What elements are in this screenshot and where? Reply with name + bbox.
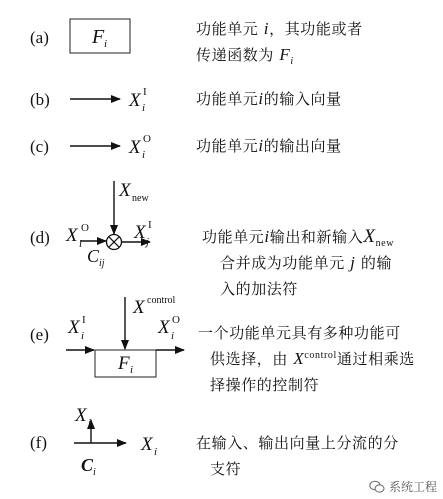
b-desc-pre: 功能单元 xyxy=(196,90,259,108)
d-c: C xyxy=(87,246,100,266)
watermark xyxy=(369,478,437,495)
d-line1-pre: 功能单元 xyxy=(202,228,265,246)
b-symbol: X xyxy=(129,90,141,111)
a-line2-sub: i xyxy=(290,56,294,67)
a-line1-var: i xyxy=(263,19,270,38)
b-sup: I xyxy=(143,86,147,98)
row-a-line-2 xyxy=(196,42,363,68)
box-e-sub: i xyxy=(130,364,134,376)
d-xnew: X xyxy=(119,180,131,201)
d-line1-sub: new xyxy=(375,238,395,249)
row-c-description xyxy=(196,133,342,159)
adder-circle-icon xyxy=(107,235,122,250)
c-desc-pre: 功能单元 xyxy=(196,137,259,155)
row-e-line-2 xyxy=(198,346,415,372)
wechat-icon xyxy=(369,480,385,494)
c-desc-post: 的输出向量 xyxy=(263,137,342,155)
e-line2-post: 通过相乘选 xyxy=(336,350,415,368)
d-line1-sym: X xyxy=(363,226,376,247)
row-f-description xyxy=(196,430,399,482)
row-d-description xyxy=(202,224,394,302)
b-desc-post: 的输入向量 xyxy=(263,90,342,108)
row-f-line-2: 支符 xyxy=(210,460,242,478)
f-xright-sub: i xyxy=(154,446,158,458)
e-line2-pre: 供选择，由 xyxy=(210,350,294,368)
row-f-line-1: 在输入、输出向量上分流的分 xyxy=(196,434,399,452)
row-d-line-3: 入的加法符 xyxy=(220,280,299,298)
f-xright: X xyxy=(141,434,153,455)
row-d-label: (d) xyxy=(30,228,50,247)
e-line2-sup: control xyxy=(304,350,337,361)
d-xright: X xyxy=(134,222,146,243)
d-line2-var: j xyxy=(350,253,356,272)
c-desc-var: i xyxy=(258,136,264,155)
box-e-symbol: F xyxy=(118,353,130,374)
e-line2-sym: X xyxy=(293,349,305,368)
e-xright: X xyxy=(158,317,170,338)
a-line1-pre: 功能单元 xyxy=(196,20,264,38)
d-line1-mid: 输出和新输入 xyxy=(269,228,364,246)
box-a-symbol: F xyxy=(92,26,105,48)
d-line2-pre: 合并成为功能单元 xyxy=(220,254,351,272)
c-sup: O xyxy=(143,133,151,145)
d-xright-sup: I xyxy=(148,219,152,231)
row-d-line-1 xyxy=(202,224,394,250)
row-b-label: (b) xyxy=(30,90,50,109)
row-e-line-1: 一个功能单元具有多种功能可 xyxy=(198,324,401,342)
d-xleft-sup: O xyxy=(81,222,89,234)
d-xnew-sub: new xyxy=(132,193,149,204)
row-a-description xyxy=(196,16,363,68)
f-c-sub: i xyxy=(93,467,96,478)
row-e-label: (e) xyxy=(30,325,49,344)
row-c-label: (c) xyxy=(30,137,49,156)
e-xtop-sup: control xyxy=(147,295,176,306)
b-desc-var: i xyxy=(258,89,264,108)
box-a-sub: i xyxy=(104,38,108,50)
d-xleft-sub: i xyxy=(79,238,83,250)
e-xleft-sub: i xyxy=(81,330,85,342)
d-line1-var: i xyxy=(264,227,270,246)
e-xtop: X xyxy=(133,297,145,318)
e-xleft: X xyxy=(68,317,80,338)
row-d-line-2 xyxy=(202,250,394,276)
c-sub: i xyxy=(142,149,146,161)
a-line1-post: ，其功能或者 xyxy=(269,20,363,38)
row-e-line-3: 择操作的控制符 xyxy=(210,376,320,394)
f-xup-sub: i xyxy=(88,417,92,429)
e-xleft-sup: I xyxy=(82,314,86,326)
e-xright-sup: O xyxy=(172,314,180,326)
row-b-description xyxy=(196,86,342,112)
d-xleft: X xyxy=(66,225,78,246)
f-c: C xyxy=(81,455,94,475)
f-xup: X xyxy=(75,405,87,426)
row-e-description xyxy=(198,320,415,398)
a-line2-var: F xyxy=(279,45,291,64)
d-line2-post: 的输 xyxy=(355,254,393,272)
c-symbol: X xyxy=(129,137,141,158)
b-sub: i xyxy=(142,102,146,114)
row-a-line-1 xyxy=(196,16,363,42)
d-xright-sub: j xyxy=(146,236,150,248)
e-xright-sub: i xyxy=(171,330,175,342)
d-c-sub: ij xyxy=(99,258,105,269)
row-a-label: (a) xyxy=(30,28,49,47)
watermark-text: 系统工程 xyxy=(388,480,437,494)
a-line2-pre: 传递函数为 xyxy=(196,46,280,64)
row-f-label: (f) xyxy=(30,433,47,452)
